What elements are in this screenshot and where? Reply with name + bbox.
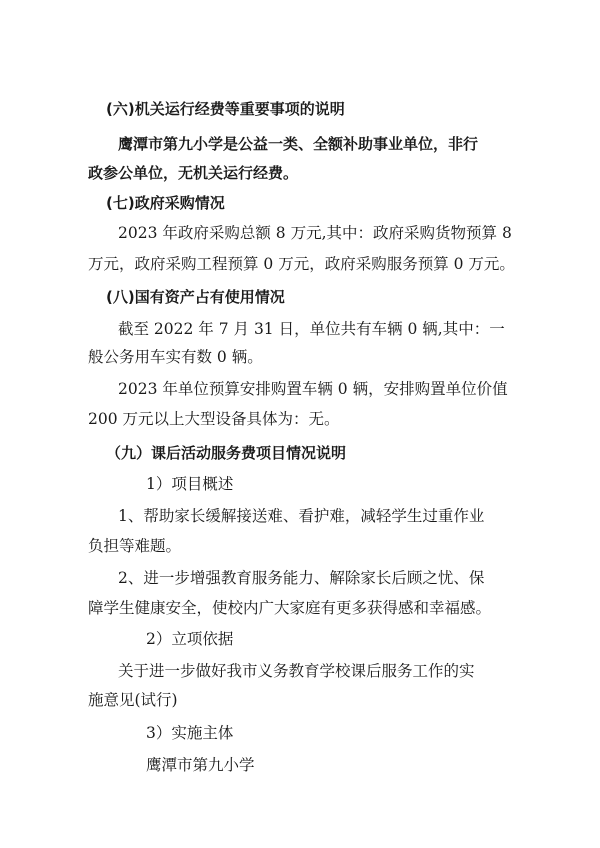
item-1-line1: 1、帮助家长缓解接送难、看护难，减轻学生过重作业 [118, 507, 485, 525]
section-8-text-line1: 截至 2022 年 7 月 31 日，单位共有车辆 0 辆,其中：一 [118, 320, 505, 338]
item-1-line2: 负担等难题。 [88, 537, 182, 555]
section-7-heading: (七)政府采购情况 [106, 194, 225, 212]
section-7-text-line2: 万元，政府采购工程预算 0 万元，政府采购服务预算 0 万元。 [88, 255, 515, 273]
entity-name: 鹰潭市第九小学 [146, 756, 255, 774]
section-6-text-line2: 政参公单位，无机关运行经费。 [88, 164, 299, 182]
item-2-line2: 障学生健康安全，使校内广大家庭有更多获得感和幸福感。 [88, 599, 492, 617]
section-8-text-line2: 般公务用车实有数 0 辆。 [88, 348, 263, 366]
section-8-text2-line2: 200 万元以上大型设备具体为：无。 [88, 410, 340, 428]
item-2-line1: 2、进一步增强教育服务能力、解除家长后顾之忧、保 [118, 569, 485, 587]
section-7-text-line1: 2023 年政府采购总额 8 万元,其中：政府采购货物预算 8 [118, 224, 512, 242]
section-8-heading: (八)国有资产占有使用情况 [106, 288, 285, 306]
subheading-entity: 3）实施主体 [146, 724, 234, 742]
section-9-heading: （九）课后活动服务费项目情况说明 [106, 444, 347, 462]
section-6-text-line1: 鹰潭市第九小学是公益一类、全额补助事业单位，非行 [118, 135, 479, 153]
subheading-basis: 2）立项依据 [146, 630, 234, 648]
section-6-heading: (六)机关运行经费等重要事项的说明 [106, 100, 345, 118]
subheading-overview: 1）项目概述 [146, 475, 234, 493]
section-8-text2-line1: 2023 年单位预算安排购置车辆 0 辆，安排购置单位价值 [118, 380, 508, 398]
basis-line2: 施意见(试行) [88, 691, 178, 709]
basis-line1: 关于进一步做好我市义务教育学校课后服务工作的实 [118, 662, 475, 680]
